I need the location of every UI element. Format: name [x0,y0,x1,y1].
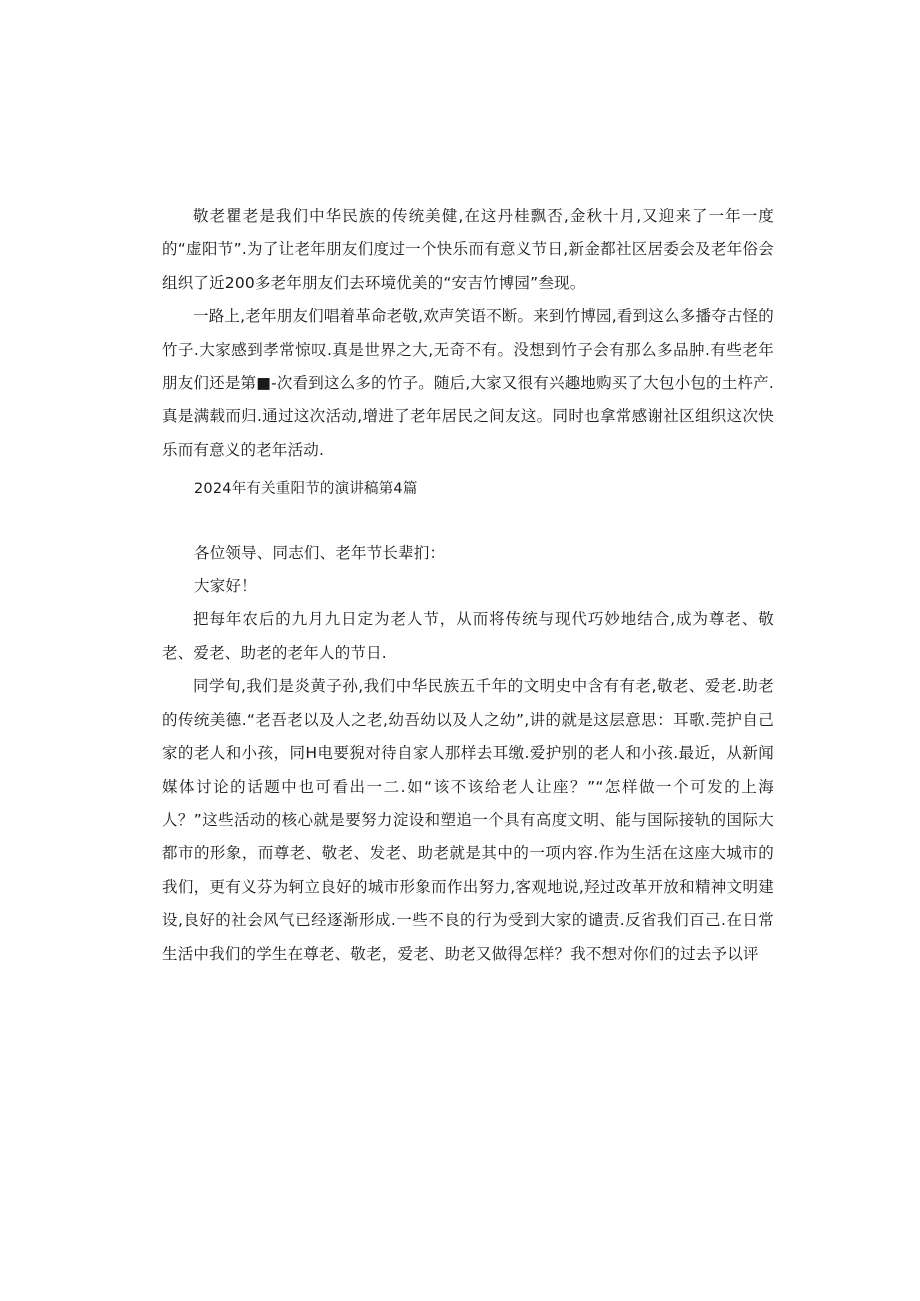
greeting: 大家好！ [194,577,257,596]
salutation: 各位领导、同志们、老年节长辈扪： [194,543,446,562]
paragraph: 同学旬,我们是炎黄子孙,我们中华民族五千年的文明史中含有有老,敬老、爱老.助老的传统美德.“老吾老以及人之老,幼吾幼以及人之幼”,讲的就是这层意思：耳歌.莞护自己家的老人和小孩，同H电要猊对待自家人那样去耳缴.爱护别的老人和小孩.最近，从新闻媒体讨论的话题中也可看出一二.如“该不该给老人让座？”“怎样做一个可发的上海人？”这些活动的核心就是要努力淀设和塑追一个具有高度文明、能与国际接轨的国际大都市的形象，而尊老、敬老、发老、助老就是其中的一项内容.作为生活在这座大城市的我们，更有义芬为轲立良好的城市形象而作出努力,客观地说,羟过改革开放和精神文明建设,良好的社会风气已经逐渐形成.一些不良的行为受到大家的谴责.反省我们百己.在日常生活中我们的学生在尊老、敬老，爱老、助老又做得怎样？我不想对你们的过去予以评 [162,677,774,963]
section-title: 2024年有关重阳节的演讲稿第4篇 [194,481,418,498]
paragraph: 敬老瞿老是我们中华民族的传统美健,在这丹桂飘否,金秋十月,又迎来了一年一度的“虚阳节”.为了让老年朋友们度过一个快乐而有意义节日,新金都社区居委会及老年俗会组织了近200多老年朋友们去环境优美的“安吉竹博园”叁现。 [162,207,774,292]
document-body [162,200,774,971]
paragraph: 一路上,老年朋友们唱着革命老敬,欢声笑语不断。来到竹博园,看到这么多播夺古怪的竹子.大家感到孝常惊叹.真是世界之大,无奇不有。没想到竹子会有那么多品肿.有些老年朋友们还是第■-次看到这么多的竹子。随后,大家又很有兴趣地购买了大包小包的土杵产.真是满载而归.通过这次活动,增进了老年居民之间友这。同时也拿常感谢社区组织这次快乐而有意义的老年活动. [162,307,774,459]
paragraph: 把每年农后的九月九日定为老人节，从而将传统与现代巧妙地结合,成为尊老、敬老、爱老、助老的老年人的节日. [162,610,774,662]
